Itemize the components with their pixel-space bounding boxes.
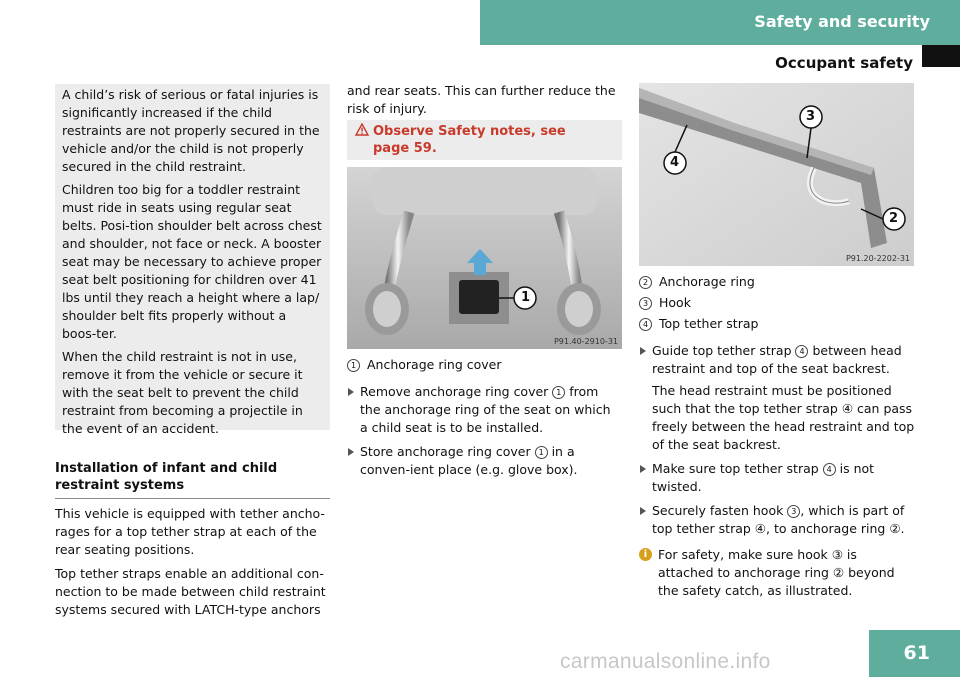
step-item: Store anchorage ring cover 1 in a conven-ient place (e.g. glove box).: [347, 443, 622, 479]
figure-code: P91.40-2910-31: [553, 337, 618, 346]
anchorage-cover-figure: [347, 167, 622, 349]
step-item: Guide top tether strap 4 between head restraint and top of the seat backrest. The head restraint must be positioned such that the top tether strap ④ can pass freely between the head restraint and top of the seat backrest.: [639, 342, 916, 454]
figure-code: P91.20-2202-31: [845, 254, 910, 263]
step-item: Make sure top tether strap 4 is not twisted.: [639, 460, 916, 496]
legend-label: Anchorage ring cover: [367, 357, 502, 372]
warning-paragraph: When the child restraint is not in use, remove it from the vehicle or secure it with the seat belt to prevent the child restraint from becoming a projectile in the event of an accident.: [62, 349, 303, 436]
ref-number: 1: [535, 446, 548, 459]
legend-item: 2 Anchorage ring: [639, 273, 916, 291]
callout-1: 1: [521, 290, 531, 305]
ref-number: 1: [552, 386, 565, 399]
legend-item: [347, 356, 622, 374]
body-paragraph: This vehicle is equipped with tether ancho-rages for a top tether strap at each of the rear seating positions.: [55, 506, 325, 557]
mid-intro: [347, 82, 622, 124]
callout-3: 3: [806, 109, 816, 124]
legend-number: 1: [347, 359, 360, 372]
section-title: Safety and security: [754, 12, 930, 31]
callout-4: 4: [670, 155, 680, 170]
step-note: The head restraint must be positioned such that the top tether strap ④ can pass freely between the head restraint and top of the seat backrest.: [652, 383, 915, 452]
body-paragraph: and rear seats. This can further reduce the risk of injury.: [347, 83, 616, 116]
callout-2: 2: [889, 211, 899, 226]
info-note: i For safety, make sure hook ③ is attached to anchorage ring ② beyond the safety catch, as illustrated.: [639, 546, 916, 600]
observe-line-1: Observe Safety notes, see: [373, 124, 566, 139]
warning-box: [55, 84, 330, 436]
observe-page-link[interactable]: page 59.: [373, 141, 437, 156]
page-number: 61: [869, 630, 960, 677]
legend-item: 3 Hook: [639, 294, 916, 312]
warning-triangle-icon: [355, 123, 373, 141]
subsection-title: Occupant safety: [775, 54, 913, 72]
observe-safety-note: [347, 120, 622, 160]
warning-paragraph: A child’s risk of serious or fatal injuries is significantly increased if the child restraints are not properly secured in the vehicle and/or the child is not properly secured in the child restraint.: [62, 87, 320, 174]
step-item: Securely fasten hook 3 , which is part of top tether strap ④, to anchorage ring ②.: [639, 502, 916, 538]
mid-steps: [347, 356, 622, 485]
body-paragraph: Top tether straps enable an additional con-nection to be made between child restraint systems secured with LATCH-type anchors: [55, 566, 326, 617]
info-icon: i: [639, 548, 652, 561]
right-content: [639, 273, 916, 600]
section-heading: Installation of infant and child restraint systems: [55, 460, 330, 499]
header-tab-marker: [922, 45, 960, 67]
left-body: [55, 505, 330, 625]
top-tether-figure: [639, 83, 914, 266]
step-item: Remove anchorage ring cover 1 from the anchorage ring of the seat on which a child seat is to be installed.: [347, 383, 622, 437]
warning-paragraph: Children too big for a toddler restraint must ride in seats using regular seat belts. Posi-tion shoulder belt across chest and shoulder, not face or neck. A booster seat may be necessary to achieve proper seat belt positioning for children over 41 lbs until they reach a height where a lap/ shoulder belt fits properly without a boos-ter.: [62, 182, 322, 341]
legend-item: 4 Top tether strap: [639, 315, 916, 333]
header-bar: [480, 0, 960, 45]
watermark: carmanualsonline.info: [560, 650, 771, 673]
